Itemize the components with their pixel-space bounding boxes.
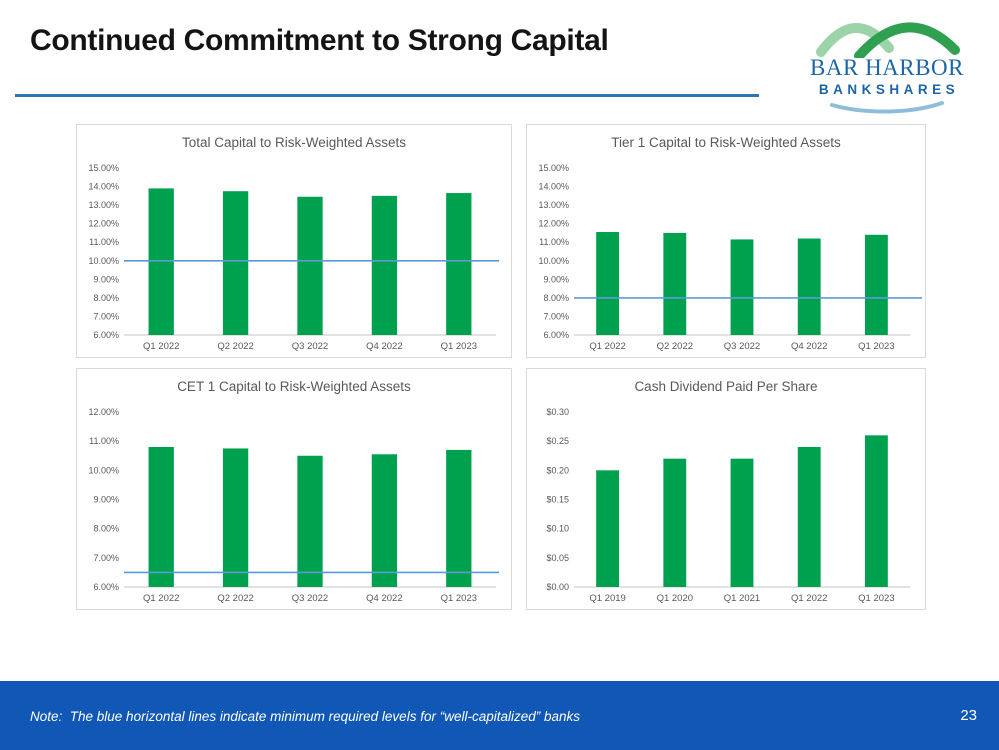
svg-text:6.00%: 6.00%	[93, 582, 119, 592]
svg-text:Q1 2022: Q1 2022	[142, 341, 180, 352]
chart-plot	[80, 399, 508, 606]
chart-tier1-capital	[526, 124, 926, 358]
chart-cet1-capital	[76, 368, 512, 610]
svg-text:Q1 2022: Q1 2022	[589, 341, 626, 352]
logo-wordmark: BAR HARBOR	[810, 55, 964, 80]
bar-harbor-bankshares-logo	[791, 4, 983, 115]
chart-title: Total Capital to Risk-Weighted Assets	[181, 135, 407, 150]
svg-text:12.00%: 12.00%	[538, 218, 569, 229]
svg-text:7.00%: 7.00%	[93, 311, 119, 322]
footer-bar	[0, 681, 999, 750]
svg-text:Q1 2023: Q1 2023	[858, 341, 895, 352]
page-title: Continued Commitment to Strong Capital	[30, 24, 609, 57]
svg-text:12.00%: 12.00%	[88, 218, 119, 229]
svg-text:Q1 2022: Q1 2022	[142, 593, 180, 604]
svg-text:$0.30: $0.30	[546, 407, 569, 417]
svg-text:Q1 2023: Q1 2023	[440, 593, 478, 604]
svg-text:7.00%: 7.00%	[543, 311, 569, 322]
svg-text:13.00%: 13.00%	[538, 200, 569, 211]
svg-text:$0.25: $0.25	[546, 436, 569, 447]
logo-swoosh-icon	[826, 99, 948, 115]
svg-text:6.00%: 6.00%	[93, 330, 119, 340]
svg-text:8.00%: 8.00%	[93, 292, 119, 303]
svg-text:9.00%: 9.00%	[543, 274, 569, 285]
chart-plot	[530, 399, 922, 606]
svg-text:Q1 2019: Q1 2019	[589, 593, 626, 604]
svg-text:10.00%: 10.00%	[538, 255, 569, 266]
chart-total-capital	[76, 124, 512, 358]
svg-text:$0.00: $0.00	[546, 582, 569, 592]
svg-text:Q4 2022: Q4 2022	[366, 593, 403, 604]
svg-text:8.00%: 8.00%	[93, 523, 119, 534]
svg-text:11.00%: 11.00%	[539, 237, 569, 248]
svg-text:Q2 2022: Q2 2022	[217, 341, 254, 352]
svg-text:Q1 2021: Q1 2021	[723, 593, 761, 604]
svg-text:14.00%: 14.00%	[538, 181, 569, 192]
svg-text:10.00%: 10.00%	[88, 255, 119, 266]
svg-text:9.00%: 9.00%	[93, 494, 119, 505]
svg-text:$0.20: $0.20	[546, 465, 569, 476]
footer-note: Note: The blue horizontal lines indicate minimum required levels for “well-capitalized” banks	[30, 709, 580, 724]
svg-text:Q2 2022: Q2 2022	[656, 341, 694, 352]
svg-text:Q1 2023: Q1 2023	[858, 593, 895, 604]
chart-title: Tier 1 Capital to Risk-Weighted Assets	[611, 135, 841, 150]
svg-text:13.00%: 13.00%	[88, 200, 119, 211]
svg-text:15.00%: 15.00%	[88, 163, 119, 173]
title-underline	[15, 94, 759, 97]
svg-text:9.00%: 9.00%	[93, 274, 119, 285]
logo-subtext: BANKSHARES	[818, 82, 960, 97]
svg-text:$0.10: $0.10	[546, 523, 569, 534]
svg-text:Q1 2023: Q1 2023	[440, 341, 478, 352]
svg-text:Q3 2022: Q3 2022	[723, 341, 761, 352]
chart-plot	[530, 155, 922, 354]
svg-text:$0.05: $0.05	[546, 552, 569, 563]
svg-text:10.00%: 10.00%	[88, 465, 119, 476]
svg-text:11.00%: 11.00%	[89, 237, 119, 248]
svg-text:14.00%: 14.00%	[88, 181, 119, 192]
page-number: 23	[960, 707, 977, 724]
logo-mountains-icon	[807, 4, 967, 58]
svg-text:Q4 2022: Q4 2022	[366, 341, 403, 352]
svg-text:8.00%: 8.00%	[543, 292, 569, 303]
svg-text:Q3 2022: Q3 2022	[291, 593, 329, 604]
svg-text:Q3 2022: Q3 2022	[291, 341, 329, 352]
chart-title: Cash Dividend Paid Per Share	[634, 379, 818, 394]
svg-text:11.00%: 11.00%	[89, 436, 119, 447]
svg-text:15.00%: 15.00%	[538, 163, 569, 173]
svg-text:Q1 2022: Q1 2022	[790, 593, 828, 604]
svg-text:6.00%: 6.00%	[543, 330, 569, 340]
chart-cash-dividend	[526, 368, 926, 610]
chart-plot	[80, 155, 508, 354]
svg-text:Q1 2020: Q1 2020	[656, 593, 694, 604]
svg-text:12.00%: 12.00%	[88, 407, 119, 417]
svg-text:Q2 2022: Q2 2022	[217, 593, 254, 604]
chart-title: CET 1 Capital to Risk-Weighted Assets	[177, 379, 411, 394]
svg-text:Q4 2022: Q4 2022	[790, 341, 828, 352]
svg-text:7.00%: 7.00%	[93, 552, 119, 563]
svg-text:$0.15: $0.15	[546, 494, 569, 505]
